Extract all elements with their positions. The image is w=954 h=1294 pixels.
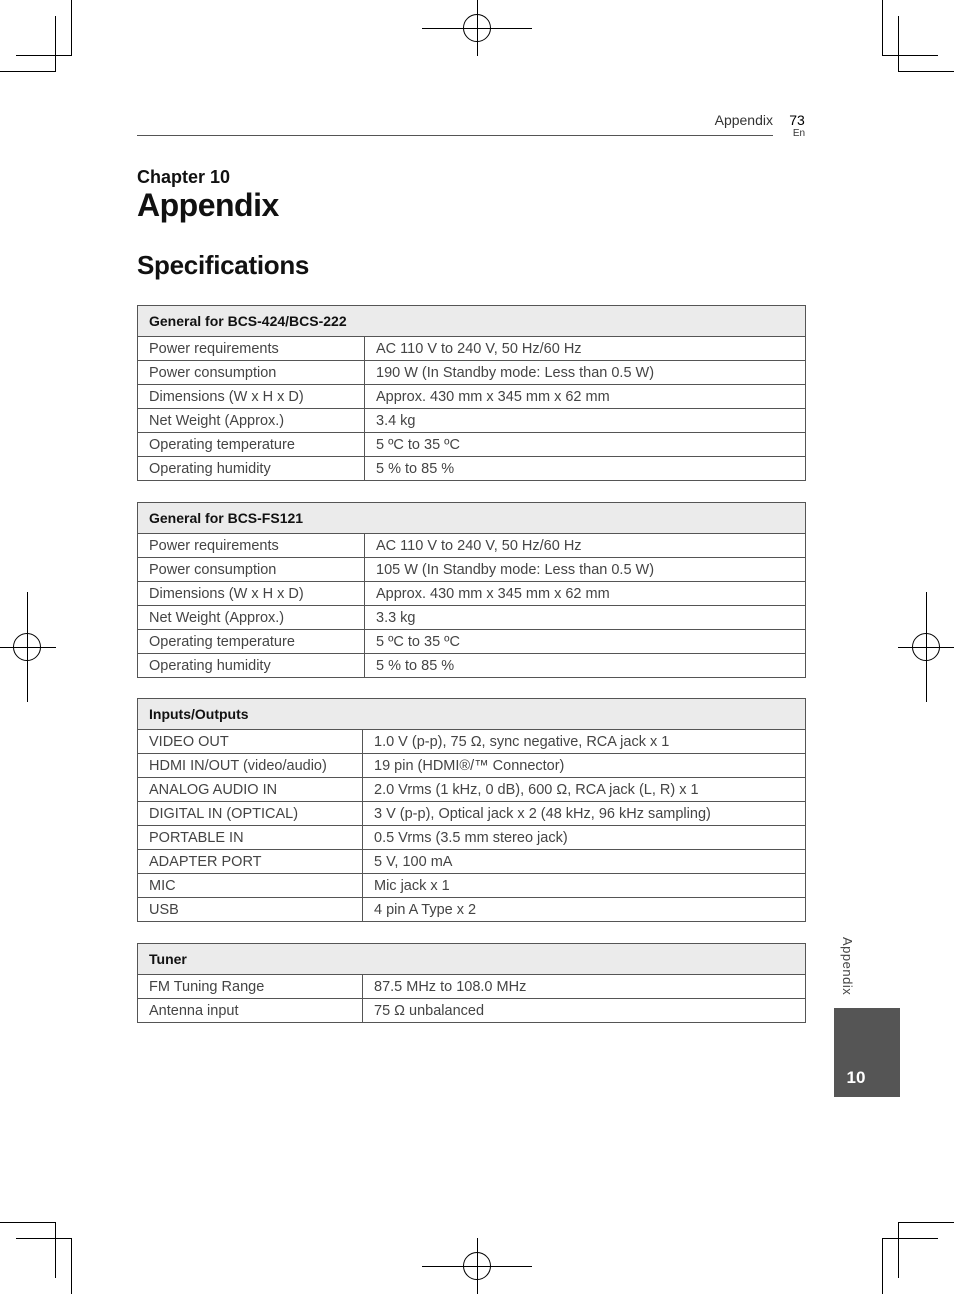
crop-mark-bottom-left-v — [71, 1238, 72, 1294]
spec-value: Mic jack x 1 — [363, 874, 806, 898]
spec-value: 105 W (In Standby mode: Less than 0.5 W) — [365, 558, 806, 582]
spec-label: Dimensions (W x H x D) — [138, 385, 365, 409]
table-row — [138, 778, 806, 802]
registration-mark-top-circle — [463, 14, 491, 42]
spec-value: 4 pin A Type x 2 — [363, 898, 806, 922]
table-heading: Inputs/Outputs — [138, 699, 806, 730]
crop-mark-top-left-h2 — [16, 55, 72, 56]
crop-mark-top-left-v — [71, 0, 72, 56]
table-row — [138, 385, 806, 409]
spec-label: HDMI IN/OUT (video/audio) — [138, 754, 363, 778]
table-row — [138, 457, 806, 481]
chapter-title: Appendix — [137, 187, 279, 223]
spec-label: USB — [138, 898, 363, 922]
table-row — [138, 654, 806, 678]
side-tab-label: Appendix — [840, 937, 855, 996]
table-row — [138, 826, 806, 850]
table-header-row — [138, 503, 806, 534]
table-row — [138, 606, 806, 630]
spec-value: 3.4 kg — [365, 409, 806, 433]
spec-label: Dimensions (W x H x D) — [138, 582, 365, 606]
crop-mark-top-right-v — [882, 0, 883, 56]
crop-mark-bottom-right-v2 — [898, 1222, 899, 1278]
spec-label: Operating temperature — [138, 630, 365, 654]
section-title: Specifications — [137, 250, 310, 280]
spec-value: 5 V, 100 mA — [363, 850, 806, 874]
spec-label: Net Weight (Approx.) — [138, 409, 365, 433]
crop-mark-bottom-left-h — [0, 1222, 56, 1223]
table-row — [138, 337, 806, 361]
spec-label: ADAPTER PORT — [138, 850, 363, 874]
table-row — [138, 534, 806, 558]
table-heading: General for BCS-424/BCS-222 — [138, 306, 806, 337]
table-row — [138, 898, 806, 922]
registration-mark-left-circle — [13, 633, 41, 661]
table-row — [138, 874, 806, 898]
spec-table-tuner — [137, 943, 806, 1023]
spec-value: 75 Ω unbalanced — [363, 999, 806, 1023]
crop-mark-bottom-left-h2 — [16, 1238, 72, 1239]
spec-value: 19 pin (HDMI®/™ Connector) — [363, 754, 806, 778]
spec-label: FM Tuning Range — [138, 975, 363, 999]
table-row — [138, 999, 806, 1023]
spec-value: AC 110 V to 240 V, 50 Hz/60 Hz — [365, 337, 806, 361]
crop-mark-top-right-v2 — [898, 16, 899, 72]
crop-mark-bottom-right-h — [898, 1222, 954, 1223]
table-row — [138, 558, 806, 582]
spec-label: PORTABLE IN — [138, 826, 363, 850]
spec-label: Operating temperature — [138, 433, 365, 457]
table-row — [138, 361, 806, 385]
spec-value: 3 V (p-p), Optical jack x 2 (48 kHz, 96 kHz sampling) — [363, 802, 806, 826]
table-heading: General for BCS-FS121 — [138, 503, 806, 534]
registration-mark-right-circle — [912, 633, 940, 661]
spec-label: DIGITAL IN (OPTICAL) — [138, 802, 363, 826]
chapter-label: Chapter 10 — [137, 167, 231, 187]
spec-label: Net Weight (Approx.) — [138, 606, 365, 630]
table-header-row — [138, 306, 806, 337]
spec-label: Power requirements — [138, 534, 365, 558]
spec-value: 5 ºC to 35 ºC — [365, 433, 806, 457]
spec-table-general-bcs424-bcs222 — [137, 305, 806, 481]
crop-mark-bottom-right-h2 — [882, 1238, 938, 1239]
table-row — [138, 630, 806, 654]
table-row — [138, 582, 806, 606]
spec-table-general-bcs-fs121 — [137, 502, 806, 678]
spec-value: 0.5 Vrms (3.5 mm stereo jack) — [363, 826, 806, 850]
spec-value: 87.5 MHz to 108.0 MHz — [363, 975, 806, 999]
spec-value: AC 110 V to 240 V, 50 Hz/60 Hz — [365, 534, 806, 558]
spec-label: Power requirements — [138, 337, 365, 361]
spec-label: VIDEO OUT — [138, 730, 363, 754]
spec-table-inputs-outputs — [137, 698, 806, 922]
crop-mark-top-right-h — [898, 71, 954, 72]
registration-mark-bottom-circle — [463, 1252, 491, 1280]
header-rule — [137, 135, 773, 136]
spec-label: Power consumption — [138, 558, 365, 582]
crop-mark-bottom-right-v — [882, 1238, 883, 1294]
spec-label: Power consumption — [138, 361, 365, 385]
spec-label: Operating humidity — [138, 654, 365, 678]
page-number: 73 — [789, 112, 805, 128]
spec-value: 1.0 V (p-p), 75 Ω, sync negative, RCA jack x 1 — [363, 730, 806, 754]
spec-label: Operating humidity — [138, 457, 365, 481]
table-row — [138, 730, 806, 754]
table-row — [138, 409, 806, 433]
spec-value: 190 W (In Standby mode: Less than 0.5 W) — [365, 361, 806, 385]
table-header-row — [138, 699, 806, 730]
chapter-side-tab-number: 10 — [846, 1068, 866, 1087]
spec-label: ANALOG AUDIO IN — [138, 778, 363, 802]
spec-value: 5 % to 85 % — [365, 654, 806, 678]
spec-value: Approx. 430 mm x 345 mm x 62 mm — [365, 385, 806, 409]
table-row — [138, 850, 806, 874]
table-header-row — [138, 944, 806, 975]
spec-value: 5 % to 85 % — [365, 457, 806, 481]
spec-value: 5 ºC to 35 ºC — [365, 630, 806, 654]
table-row — [138, 802, 806, 826]
table-row — [138, 975, 806, 999]
crop-mark-bottom-left-v2 — [55, 1222, 56, 1278]
spec-label: Antenna input — [138, 999, 363, 1023]
table-row — [138, 754, 806, 778]
spec-value: 2.0 Vrms (1 kHz, 0 dB), 600 Ω, RCA jack (L, R) x 1 — [363, 778, 806, 802]
page-language: En — [792, 128, 806, 139]
crop-mark-top-left-h — [0, 71, 56, 72]
spec-label: MIC — [138, 874, 363, 898]
table-heading: Tuner — [138, 944, 806, 975]
spec-value: 3.3 kg — [365, 606, 806, 630]
crop-mark-top-left-v2 — [55, 16, 56, 72]
table-row — [138, 433, 806, 457]
crop-mark-top-right-h2 — [882, 55, 938, 56]
running-header-section: Appendix — [714, 112, 773, 128]
spec-value: Approx. 430 mm x 345 mm x 62 mm — [365, 582, 806, 606]
